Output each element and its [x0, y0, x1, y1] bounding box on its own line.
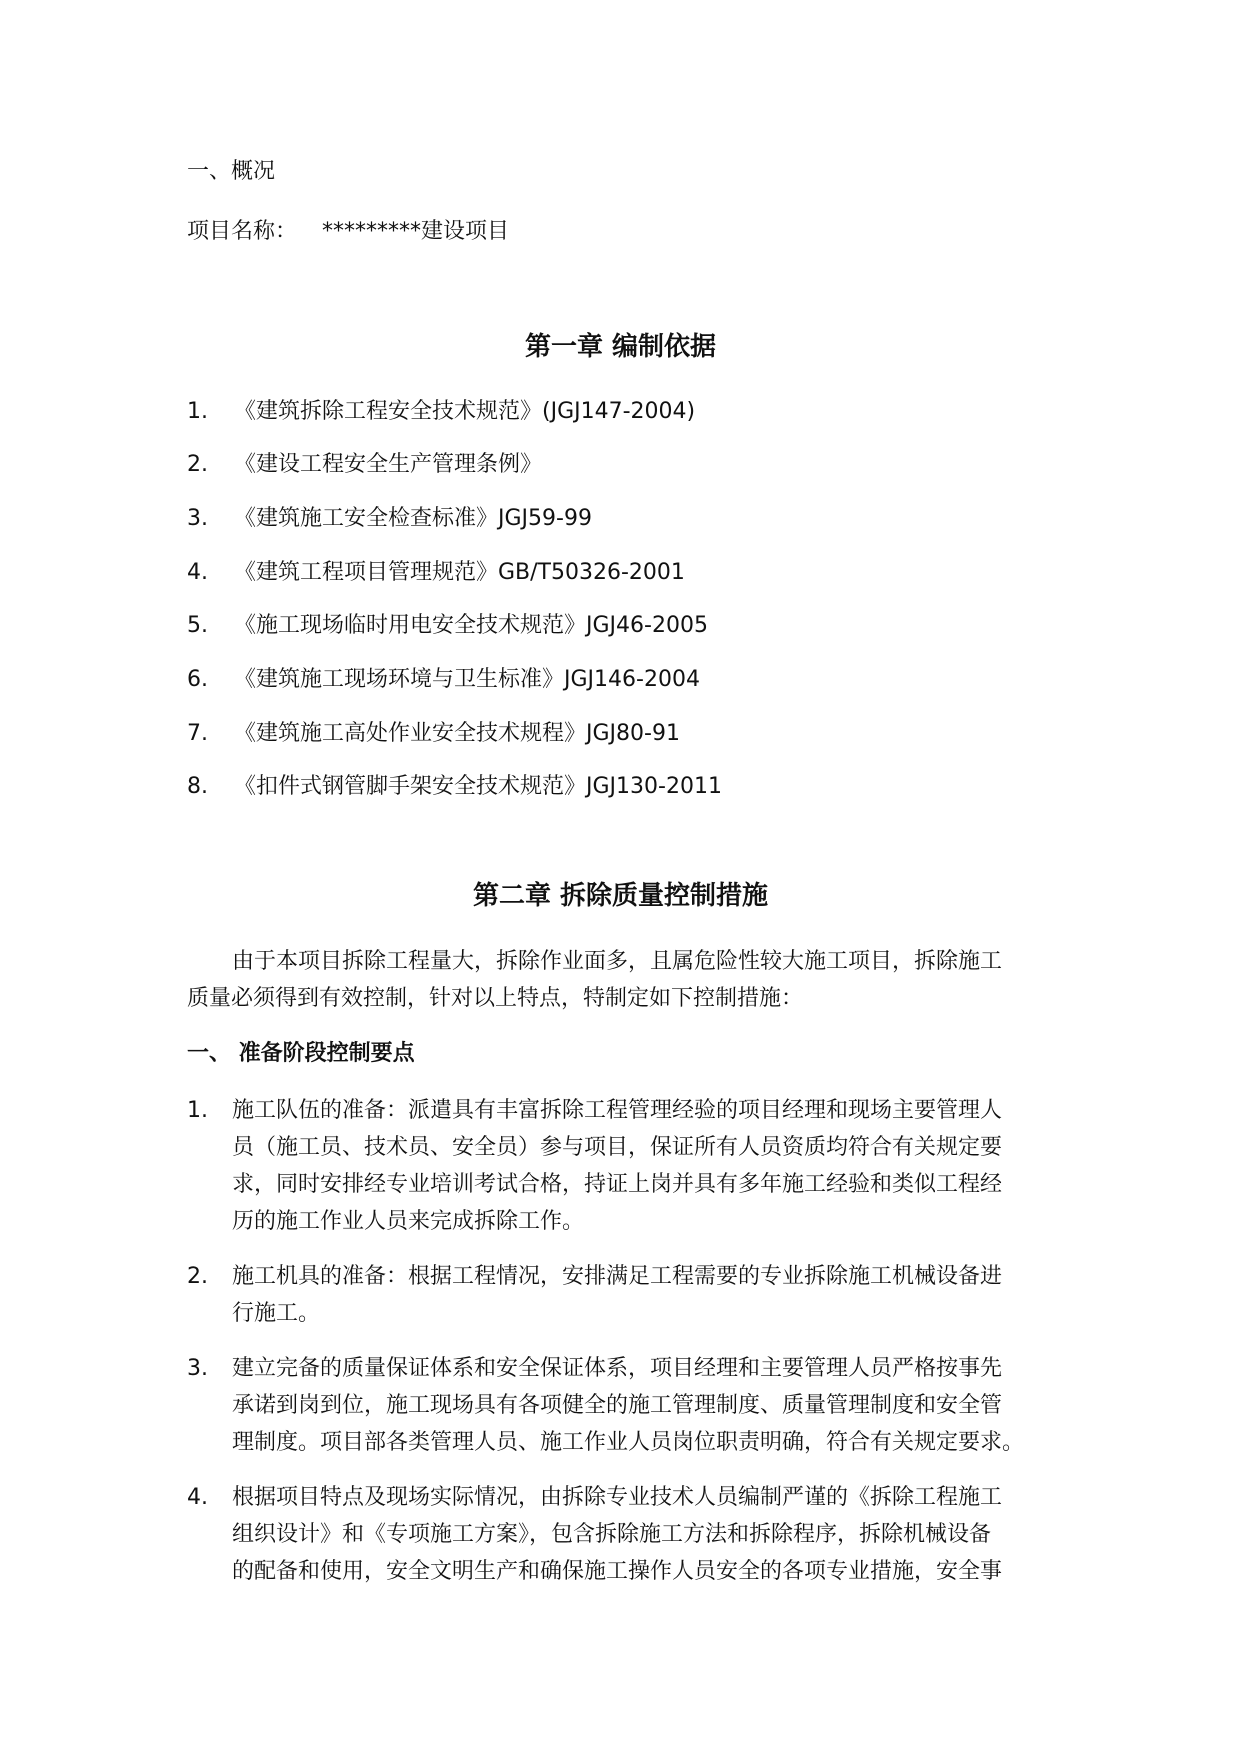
project-name-label: 项目名称： [187, 219, 298, 244]
list-item [187, 612, 1087, 640]
paragraph-line: 建立完备的质量保证体系和安全保证体系，项目经理和主要管理人员严格按事先 [232, 1356, 1003, 1381]
list-item [187, 773, 1087, 801]
paragraph-line: 承诺到岗到位，施工现场具有各项健全的施工管理制度、质量管理制度和安全管 [232, 1393, 1003, 1418]
list-item [187, 559, 1087, 587]
paragraph-line: 组织设计》和《专项施工方案》，包含拆除施工方法和拆除程序，拆除机械设备 [232, 1522, 992, 1547]
overview-title: 一、概况 [187, 159, 276, 184]
section1-title: 一、 准备阶段控制要点 [187, 1041, 415, 1066]
list-item-number: 8. [187, 774, 208, 799]
paragraph-line: 由于本项目拆除工程量大，拆除作业面多，且属危险性较大施工项目，拆除施工 [232, 949, 1003, 974]
list-item-text: 《建筑工程项目管理规范》GB/T50326-2001 [234, 560, 685, 585]
paragraph-line: 理制度。项目部各类管理人员、施工作业人员岗位职责明确，符合有关规定要求。 [232, 1430, 1025, 1455]
list-item-text: 《建筑拆除工程安全技术规范》(JGJ147-2004) [234, 399, 696, 424]
paragraph-line: 行施工。 [232, 1301, 321, 1326]
paragraph-line: 历的施工作业人员来完成拆除工作。 [232, 1209, 585, 1234]
chapter1-title: 第一章 编制依据 [524, 332, 717, 362]
list-item-text: 《扣件式钢管脚手架安全技术规范》JGJ130-2011 [234, 774, 722, 799]
list-item [187, 720, 1087, 748]
paragraph-line: 施工队伍的准备：派遣具有丰富拆除工程管理经验的项目经理和现场主要管理人 [232, 1098, 1003, 1123]
list-item-number: 3. [187, 1356, 208, 1381]
list-item-text: 《施工现场临时用电安全技术规范》JGJ46-2005 [234, 613, 708, 638]
list-item [187, 451, 1087, 479]
list-item-text: 《建筑施工现场环境与卫生标准》JGJ146-2004 [234, 667, 700, 692]
list-item-number: 1. [187, 1098, 208, 1123]
list-item-number: 5. [187, 613, 208, 638]
paragraph-line: 施工机具的准备：根据工程情况，安排满足工程需要的专业拆除施工机械设备进 [232, 1264, 1003, 1289]
list-item-text: 《建筑施工安全检查标准》JGJ59-99 [234, 506, 592, 531]
list-item-number: 3. [187, 506, 208, 531]
project-name-value: *********建设项目 [322, 219, 510, 244]
list-item-text: 《建设工程安全生产管理条例》 [234, 452, 543, 477]
list-item-number: 6. [187, 667, 208, 692]
list-item-number: 2. [187, 452, 208, 477]
list-item-number: 1. [187, 399, 208, 424]
list-item-number: 2. [187, 1264, 208, 1289]
list-item [187, 505, 1087, 533]
paragraph-line: 求，同时安排经专业培训考试合格，持证上岗并具有多年施工经验和类似工程经 [232, 1172, 1003, 1197]
list-item [187, 398, 1087, 426]
paragraph-line: 员（施工员、技术员、安全员）参与项目，保证所有人员资质均符合有关规定要 [232, 1135, 1003, 1160]
list-item-text: 《建筑施工高处作业安全技术规程》JGJ80-91 [234, 721, 680, 746]
chapter2-title: 第二章 拆除质量控制措施 [472, 881, 769, 911]
paragraph-line: 质量必须得到有效控制，针对以上特点，特制定如下控制措施： [187, 986, 804, 1011]
list-item [187, 666, 1087, 694]
paragraph-line: 的配备和使用，安全文明生产和确保施工操作人员安全的各项专业措施，安全事 [232, 1559, 1003, 1584]
list-item-number: 4. [187, 560, 208, 585]
list-item-number: 4. [187, 1485, 208, 1510]
paragraph-line: 根据项目特点及现场实际情况，由拆除专业技术人员编制严谨的《拆除工程施工 [232, 1485, 1003, 1510]
list-item-number: 7. [187, 721, 208, 746]
